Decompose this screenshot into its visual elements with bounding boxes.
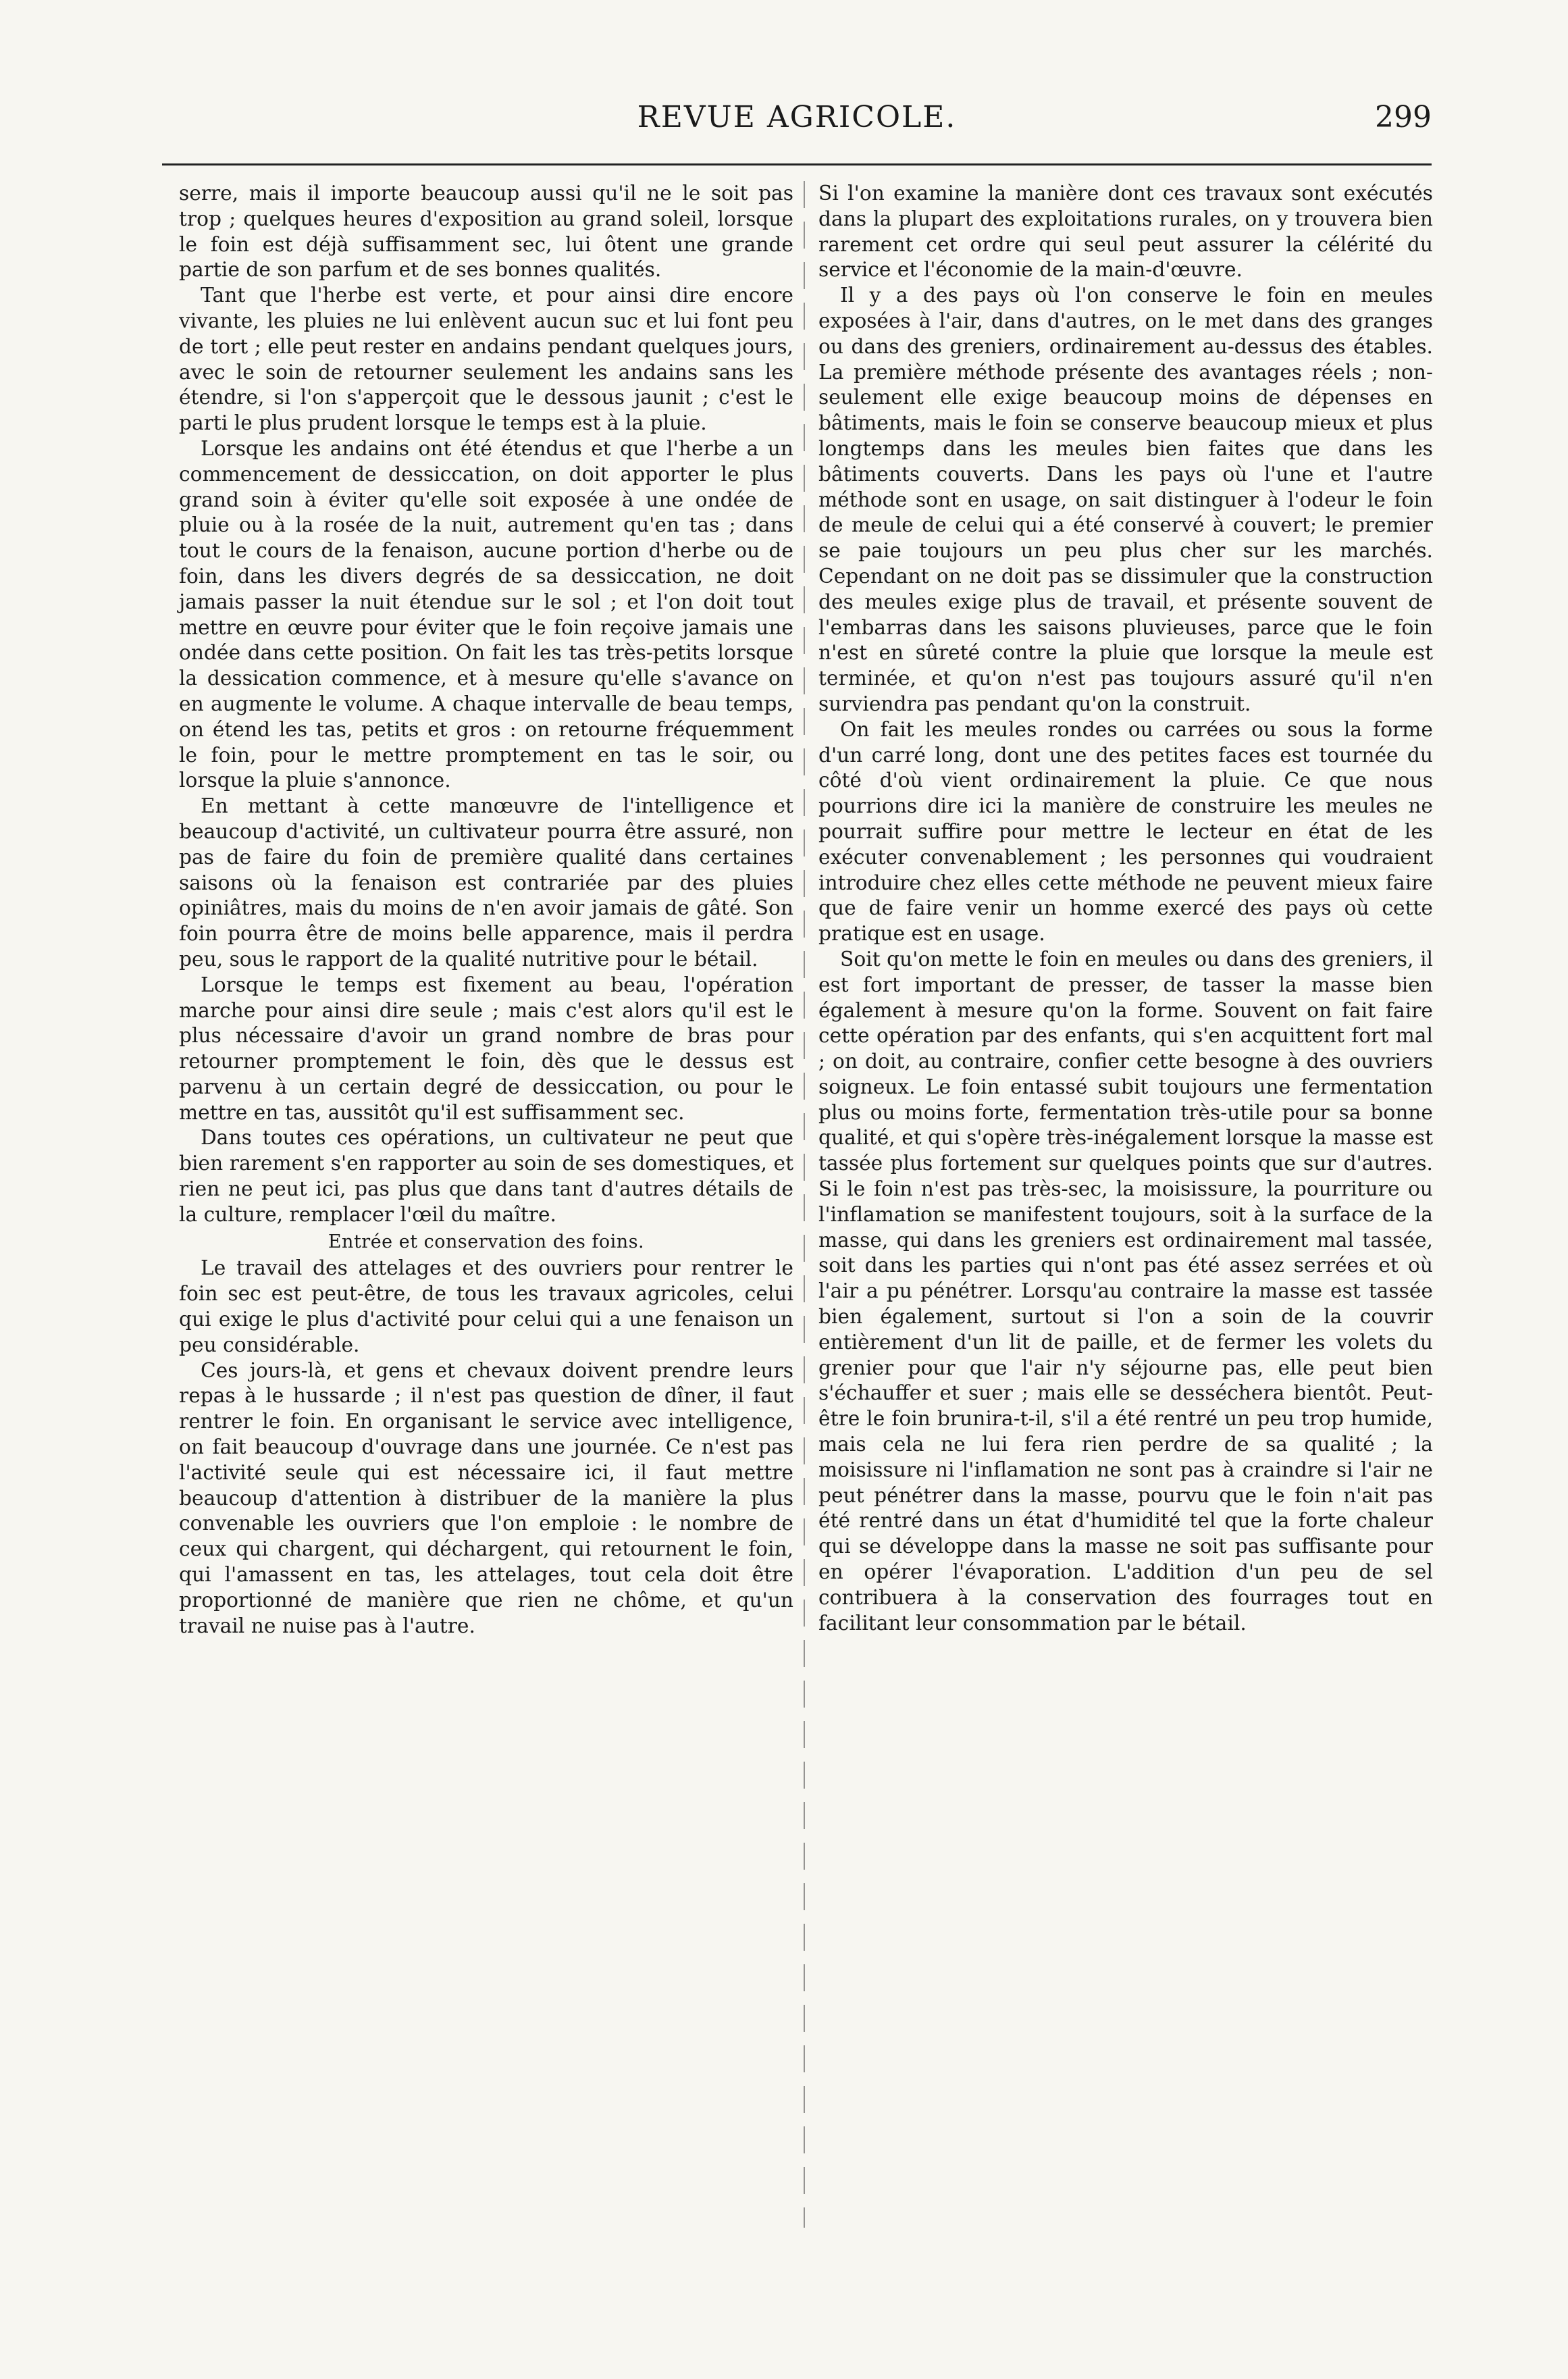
paragraph: Ces jours-là, et gens et chevaux doivent prendre leurs repas à le hussarde ; il n'est pas question de dîner, il faut rentrer le foin. En organisant le service avec intelligence, on fait beaucoup d'ouvrage dans une journée. Ce n'est pas l'activité seule qui est nécessaire ici, il faut mettre beaucoup d'attention à distribuer de la manière la plus convenable les ouvriers que l'on emploie : le nombre de ceux qui chargent, qui déchargent, qui retournent le foin, qui l'amassent en tas, les attelages, tout cela doit être proportionné de manière que rien ne chôme, et qu'un travail ne nuise pas à l'autre. [179,1358,793,1638]
right-column [818,181,1433,1636]
paragraph: Lorsque les andains ont été étendus et que l'herbe a un commencement de dessiccation, on doit apporter le plus grand soin à éviter qu'elle soit exposée à une ondée de pluie ou à la rosée de la nuit, autrement qu'en tas ; dans tout le cours de la fenaison, aucune portion d'herbe ou de foin, dans les divers degrés de sa dessiccation, ne doit jamais passer la nuit étendue sur le sol ; et l'on doit tout mettre en œuvre pour éviter que le foin reçoive jamais une ondée dans cette position. On fait les tas très-petits lorsque la dessication commence, et à mesure qu'elle s'avance on en augmente le volume. A chaque intervalle de beau temps, on étend les tas, petits et gros : on retourne fréquemment le foin, pour le mettre promptement en tas le soir, ou lorsque la pluie s'annonce. [179,436,793,793]
paragraph: Si l'on examine la manière dont ces travaux sont exécutés dans la plupart des exploitations rurales, on y trouvera bien rarement cet ordre qui seul peut assurer la célérité du service et l'économie de la main-d'œuvre. [818,182,1433,282]
paragraph: Soit qu'on mette le foin en meules ou dans des greniers, il est fort important de presser, de tasser la masse bien également à mesure qu'on la forme. Souvent on fait faire cette opération par des enfants, qui s'en acquittent fort mal ; on doit, au contraire, confier cette besogne à des ouvriers soigneux. Le foin entassé subit toujours une fermentation plus ou moins forte, fermentation très-utile pour sa bonne qualité, et qui s'opère très-inégalement lorsque la masse est tassée plus fortement sur quelques points que sur d'autres. Si le foin n'est pas très-sec, la moisissure, la pourriture ou l'inflamation se manifestent toujours, soit à la surface de la masse, qui dans les greniers est ordinairement mal tassée, soit dans les parties qui n'ont pas été assez serrées et où l'air a pu pénétrer. Lorsqu'au contraire la masse est tassée bien également, surtout si l'on a soin de la couvrir entièrement d'un lit de paille, et de fermer les volets du grenier pour que l'air n'y séjourne pas, elle peut bien s'échauffer et suer ; mais elle se desséchera bientôt. Peut-être le foin brunira-t-il, s'il a été rentré un peu trop humide, mais cela ne lui fera rien perdre de sa qualité ; la moisissure ni l'inflamation ne sont pas à craindre si l'air ne peut pénétrer dans la masse, pourvu que le foin n'ait pas été rentré dans un état d'humidité tel que la forte chaleur qui se développe dans la masse ne soit pas suffisante pour en opérer l'évaporation. L'addition d'un peu de sel contribuera à la conservation des fourrages tout en facilitant leur consommation par le bétail. [818,947,1433,1635]
column-divider [804,181,805,2228]
header-rule [162,163,1432,165]
left-column [179,181,793,1639]
paragraph: Dans toutes ces opérations, un cultivateur ne peut que bien rarement s'en rapporter au soin de ses domestiques, et rien ne peut ici, pas plus que dans tant d'autres détails de la culture, remplacer l'œil du maître. [179,1126,793,1227]
running-title: REVUE AGRICOLE. [637,100,957,134]
paragraph: Tant que l'herbe est verte, et pour ainsi dire encore vivante, les pluies ne lui enlèvent aucun suc et lui font peu de tort ; elle peut rester en andains pendant quelques jours, avec le soin de retourner seulement les andains sans les étendre, si l'on s'apperçoit que le dessous jaunit ; c'est le parti le plus prudent lorsque le temps est à la pluie. [179,284,793,436]
page-number: 299 [1375,100,1432,134]
section-subheading: Entrée et conservation des foins. [328,1231,645,1252]
paragraph: On fait les meules rondes ou carrées ou sous la forme d'un carré long, dont une des petites faces est tournée du côté d'où vient ordinairement la pluie. Ce que nous pourrions dire ici la manière de construire les meules ne pourrait suffire pour mettre le lecteur en état de les exécuter convenablement ; les personnes qui voudraient introduire chez elles cette méthode ne peuvent mieux faire que de faire venir un homme exercé des pays où cette pratique est en usage. [818,717,1433,946]
paragraph: Le travail des attelages et des ouvriers pour rentrer le foin sec est peut-être, de tous les travaux agricoles, celui qui exige le plus d'activité pour celui qui a une fenaison un peu considérable. [179,1256,793,1357]
paragraph: En mettant à cette manœuvre de l'intelligence et beaucoup d'activité, un cultivateur pourra être assuré, non pas de faire du foin de première qualité dans certaines saisons où la fenaison est contrariée par des pluies opiniâtres, mais du moins de n'en avoir jamais de gâté. Son foin pourra être de moins belle apparence, mais il perdra peu, sous le rapport de la qualité nutritive pour le bétail. [179,794,793,971]
paragraph: Il y a des pays où l'on conserve le foin en meules exposées à l'air, dans d'autres, on le met dans des granges ou dans des greniers, ordinairement au-dessus des étables. La première méthode présente des avantages réels ; non-seulement elle exige beaucoup moins de dépenses en bâtiments, mais le foin se conserve beaucoup mieux et plus longtemps dans les meules bien faites que dans les bâtiments couverts. Dans les pays où l'une et l'autre méthode sont en usage, on sait distinguer à l'odeur le foin de meule de celui qui a été conservé à couvert; le premier se paie toujours un peu plus cher sur les marchés. Cependant on ne doit pas se dissimuler que la construction des meules exige plus de travail, et présente souvent de l'embarras dans les saisons pluvieuses, parce que le foin n'est en sûreté contre la pluie que lorsque la meule est terminée, et qu'on n'est pas toujours assuré qu'il n'en surviendra pas pendant qu'on la construit. [818,284,1433,716]
paragraph: Lorsque le temps est fixement au beau, l'opération marche pour ainsi dire seule ; mais c'est alors qu'il est le plus nécessaire d'avoir un grand nombre de bras pour retourner promptement le foin, dès que le dessus est parvenu à un certain degré de dessiccation, ou pour le mettre en tas, aussitôt qu'il est suffisamment sec. [179,973,793,1125]
page-header [162,100,1432,154]
paragraph: serre, mais il importe beaucoup aussi qu'il ne le soit pas trop ; quelques heures d'exposition au grand soleil, lorsque le foin est déjà suffisamment sec, lui ôtent une grande partie de son parfum et de ses bonnes qualités. [179,182,793,282]
